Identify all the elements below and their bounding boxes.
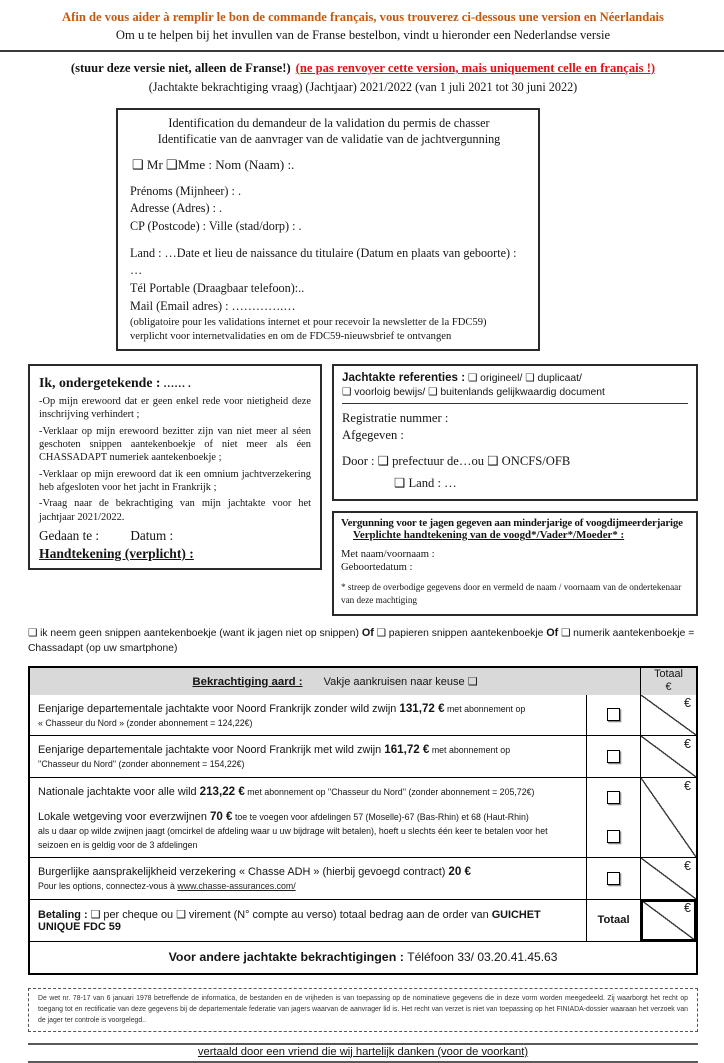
email-line: Mail (Email adres) : ………….… bbox=[130, 298, 296, 313]
row3b-price: 70 € bbox=[209, 809, 233, 823]
minor-title-1: Vergunning voor te jagen gegeven aan minderjarige of voogdijmeerderjarige bbox=[341, 517, 683, 530]
snippen-option-none: ❑ ik neem geen snippen aantekenboekje (want ik jagen niet op snippen) bbox=[28, 627, 362, 639]
row2-text: Eenjarige departementale jachtakte voor Noord Frankrijk met wild zwijn bbox=[38, 744, 385, 757]
row1-price: 131,72 € bbox=[399, 701, 445, 715]
address-line: Adresse (Adres) : . bbox=[130, 201, 223, 216]
table-row bbox=[30, 777, 696, 858]
references-title: Jachtakte referenties : bbox=[342, 371, 466, 385]
row3a-after: met abonnement op ''Chasseur du Nord'' (zonder abonnement = 205,72€) bbox=[244, 786, 535, 797]
total-cell bbox=[640, 695, 696, 735]
total-header-euro: € bbox=[665, 681, 672, 694]
row3a-price: 213,22 € bbox=[199, 784, 245, 798]
header-line-dutch: Om u te helpen bij het invullen van de Franse bestelbon, vindt u hieronder een Nederlandse versie bbox=[115, 28, 611, 42]
table-row bbox=[30, 857, 696, 898]
firstname-line: Prénoms (Mijnheer) : . bbox=[130, 183, 242, 198]
euro-sign: € bbox=[684, 900, 691, 915]
table-header-subtitle: Vakje aankruisen naar keuse ❑ bbox=[323, 675, 478, 688]
snippen-options-line bbox=[28, 625, 698, 657]
payment-label: Betaling : bbox=[38, 908, 91, 921]
or-label-1: Of bbox=[361, 626, 374, 639]
row1-after: met abonnement op bbox=[444, 703, 526, 714]
euro-sign: € bbox=[684, 737, 691, 752]
references-options-1: ❑ origineel/ ❑ duplicaat/ bbox=[465, 373, 582, 385]
country-checkbox-line: ❑ Land : … bbox=[394, 476, 457, 491]
declaration-title-dots: …… . bbox=[160, 378, 191, 391]
header-divider bbox=[0, 50, 724, 52]
table-header-title: Bekrachtiging aard : bbox=[192, 675, 303, 688]
declaration-item-2: -Verklaar op mijn erewoord bezitter zijn van niet meer al séen geschoten snippen aantekenboekje of niet meer als éen CHASSADAPT numeriek aantekenboekje ; bbox=[39, 425, 311, 464]
other-validations-line bbox=[30, 941, 696, 973]
references-options-2: ❑ voorloig bewijs/ ❑ buitenlands gelijkwaardig document bbox=[342, 387, 605, 399]
row2-subtext: ''Chasseur du Nord'' (zonder abonnement = 154,22€) bbox=[38, 759, 245, 770]
right-column bbox=[332, 364, 698, 616]
phone-line: Tél Portable (Draagbaar telefoon):.. bbox=[130, 281, 305, 296]
issued-by-line: Door : ❑ prefectuur de…ou ❑ ONCFS/OFB bbox=[342, 454, 571, 469]
row3b-subtext: als u daar op wilde zwijnen jaagt (omcirkel de afdeling waar u uw bijdrage wilt betalen), hoeft u slechts één keer te betalen voor het seizoen en is geldig voor de 3 afdelingen bbox=[38, 825, 548, 851]
legal-notice: De wet nr. 78-17 van 6 januari 1978 betreffende de informatica, de bestanden en de vrijheden is van toepassing op de nominatieve gegevens die in deze vorm worden meegedeeld. Zij waarborgt het recht op toegang tot en rectificatie van deze gegevens bij de departementale federatie van jagers waarvan de aanvrager lid is. Het recht van verzet is niet van toepassing op het FINIADA-dossier waaraan het verzoek van de jager ter controle is voorgelegd.. bbox=[28, 988, 698, 1032]
row4-text: Burgerlijke aansprakelijkheid verzekering « Chasse ADH » (hierbij gevoegd contract) bbox=[38, 866, 449, 879]
row3b-text: Lokale wetgeving voor everzwijnen bbox=[38, 810, 210, 823]
translation-footer-text: vertaald door een vriend die wij hartelijk danken (voor de voorkant) bbox=[197, 1045, 529, 1058]
declaration-title: Ik, ondergetekende : bbox=[39, 375, 161, 391]
page-header bbox=[28, 10, 698, 43]
payment-text: ❑ per cheque ou ❑ virement (N° compte au verso) totaal bedrag aan de order van bbox=[90, 908, 492, 921]
euro-sign: € bbox=[684, 695, 691, 710]
minor-title-2: Verplichte handtekening van de voogd*/Vader*/Moeder* : bbox=[353, 529, 625, 542]
minor-permission-box bbox=[332, 511, 698, 616]
table-header-row bbox=[30, 668, 696, 695]
email-note-nl: verplicht voor internetvalidaties en om de FDC59-nieuwsbrief te ontvangen bbox=[130, 330, 452, 342]
issued-line: Afgegeven : bbox=[342, 428, 404, 443]
references-box bbox=[332, 364, 698, 501]
insurance-link[interactable]: www.chasse-assurances.com/ bbox=[177, 881, 296, 892]
total-cell bbox=[640, 778, 696, 858]
postcode-city-line: CP (Postcode) : Ville (stad/dorp) : . bbox=[130, 219, 302, 234]
declaration-item-1: -Op mijn erewoord dat er geen enkel rede voor nietigheid deze inschrijving verhindert ; bbox=[39, 396, 311, 421]
pricing-table bbox=[28, 666, 698, 975]
declaration-item-4: -Vraag naar de bekrachtiging van mijn jachtakte voor het jachtjaar 2021/2022. bbox=[39, 498, 311, 523]
guardian-name-line: Met naam/voornaam : bbox=[341, 549, 435, 561]
row1-text: Eenjarige departementale jachtakte voor Noord Frankrijk zonder wild zwijn bbox=[38, 702, 400, 715]
date-label: Datum : bbox=[130, 527, 174, 543]
registration-number-line: Registratie nummer : bbox=[342, 411, 449, 426]
row3b-after: toe te voegen voor afdelingen 57 (Moselle)-67 (Bas-Rhin) et 68 (Haut-Rhin) bbox=[232, 811, 529, 822]
snippen-option-paper: ❑ papieren snippen aantekenboekje bbox=[373, 627, 547, 639]
checkbox[interactable] bbox=[607, 791, 620, 804]
grand-total-cell bbox=[640, 900, 696, 941]
country-birth-line: Land : …Date et lieu de naissance du titulaire (Datum en plaats van geboorte) : … bbox=[130, 245, 517, 278]
middle-columns bbox=[28, 364, 698, 616]
row2-after: met abonnement op bbox=[429, 745, 511, 756]
row2-price: 161,72 € bbox=[384, 743, 430, 757]
name-line: ❑ Mr ❑Mme : Nom (Naam) :. bbox=[132, 156, 295, 172]
signature-label: Handtekening (verplicht) : bbox=[39, 545, 194, 561]
warning-french: (ne pas renvoyer cette version, mais uniquement celle en français !) bbox=[295, 61, 656, 75]
euro-sign: € bbox=[684, 859, 691, 874]
row1-subtext: « Chasseur du Nord » (zonder abonnement = 124,22€) bbox=[38, 717, 253, 728]
snippen-option-digital: ❑ numerik aantekenboekje = Chassadapt (op uw smartphone) bbox=[28, 627, 695, 655]
total-label: Totaal bbox=[586, 900, 640, 941]
identification-title-fr: Identification du demandeur de la validation du permis de chasser bbox=[168, 116, 490, 130]
total-column-header bbox=[640, 668, 696, 695]
row4-price: 20 € bbox=[448, 865, 471, 879]
payment-row bbox=[30, 899, 696, 941]
checkbox[interactable] bbox=[607, 872, 620, 885]
table-row bbox=[30, 735, 696, 776]
email-note-fr: (obligatoire pour les validations internet et pour recevoir la newsletter de la FDC59) bbox=[130, 316, 487, 328]
done-at-label: Gedaan te : bbox=[39, 527, 100, 543]
total-header-word: Totaal bbox=[654, 667, 683, 680]
checkbox[interactable] bbox=[607, 708, 620, 721]
payee-name: GUICHET UNIQUE FDC 59 bbox=[38, 908, 541, 933]
identification-box bbox=[116, 108, 540, 351]
warning-line bbox=[28, 61, 698, 76]
total-cell bbox=[640, 858, 696, 898]
row3a-text: Nationale jachtakte voor alle wild bbox=[38, 785, 200, 798]
warning-dutch: (stuur deze versie niet, alleen de Franse!) bbox=[70, 61, 291, 75]
minor-footnote: * streep de overbodige gegevens door en vermeld de naam / voornaam van de ondertekenaar van deze machtiging bbox=[341, 582, 682, 606]
table-row bbox=[30, 695, 696, 735]
euro-sign: € bbox=[684, 778, 691, 793]
header-line-french: Afin de vous aider à remplir le bon de commande français, vous trouverez ci-dessous une version en Néerlandais bbox=[62, 10, 664, 24]
guardian-birthdate-line: Geboortedatum : bbox=[341, 562, 413, 574]
other-validations-phone: Téléfoon 33/ 03.20.41.45.63 bbox=[407, 949, 558, 964]
season-line: (Jachtakte bekrachtiging vraag) (Jachtjaar) 2021/2022 (van 1 juli 2021 tot 30 juni 2022) bbox=[148, 80, 578, 94]
declaration-box bbox=[28, 364, 322, 570]
identification-title-nl: Identificatie van de aanvrager van de validatie van de jachtvergunning bbox=[157, 131, 501, 146]
translation-footer bbox=[28, 1043, 698, 1063]
total-cell bbox=[640, 736, 696, 776]
checkbox[interactable] bbox=[607, 830, 620, 843]
or-label-2: Of bbox=[546, 626, 559, 639]
checkbox[interactable] bbox=[607, 750, 620, 763]
row4-subtext: Pour les options, connectez-vous à bbox=[38, 881, 178, 892]
declaration-item-3: -Verklaar op mijn erewoord dat ik een omnium jachtverzekering heb afgesloten voor het jacht in Frankrijk ; bbox=[39, 468, 311, 493]
other-validations-label: Voor andere jachtakte bekrachtigingen : bbox=[168, 949, 408, 964]
